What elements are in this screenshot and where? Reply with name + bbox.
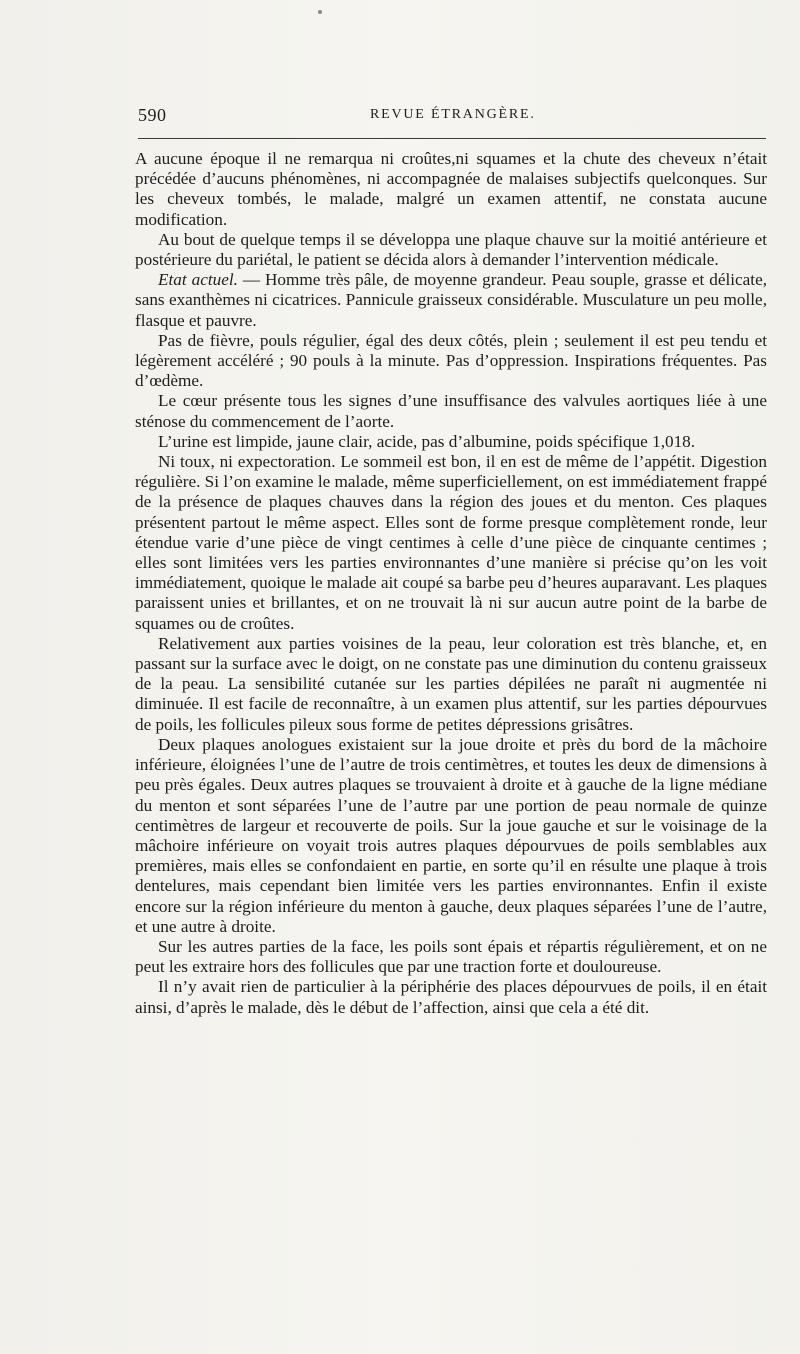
ink-speck [318, 10, 322, 14]
header-rule [138, 138, 766, 139]
paragraph: Pas de fièvre, pouls régulier, égal des deux côtés, plein ; seulement il est peu tendu et légèrement accéléré ; 90 pouls à la minute. Pas d’oppression. Inspirations fréquentes. Pas d’œdème. [135, 330, 767, 391]
running-head: REVUE ÉTRANGÈRE. [370, 107, 536, 122]
paragraph: Au bout de quelque temps il se développa une plaque chauve sur la moitié antérieure et postérieure du pariétal, le patient se décida alors à demander l’intervention médicale. [135, 229, 767, 270]
paragraph: L’urine est limpide, jaune clair, acide, pas d’albumine, poids spécifique 1,018. [158, 431, 696, 451]
paragraph [135, 270, 767, 331]
page-number: 590 [138, 105, 167, 125]
paragraph: Sur les autres parties de la face, les poils sont épais et répartis régulièrement, et on ne peut les extraire hors des follicules que par une traction forte et douloureuse. [135, 936, 767, 977]
paragraph: A aucune époque il ne remarqua ni croûtes,ni squames et la chute des cheveux n’était précédée d’aucuns phénomènes, ni accompagnée de malaises subjectifs quelconques. Sur les cheveux tombés, le malade, malgré un examen attentif, ne constata aucune modification. [135, 149, 767, 229]
paragraph: Deux plaques anologues existaient sur la joue droite et près du bord de la mâchoire inférieure, éloignées l’une de l’autre de trois centimètres, et toutes les deux de dimensions à peu près égales. Deux autres plaques se trouvaient à droite et à gauche de la ligne médiane du menton et sont séparées l’une de l’autre par une portion de peau normale de quinze centimètres de largeur et recouverte de poils. Sur la joue gauche et sur le voisinage de la mâchoire inférieure on voyait trois autres plaques dépourvues de poils semblables aux premières, mais elles se confondaient en partie, en sorte qu’il en résulte une plaque à trois dentelures, mais cependant bien limitée vers les parties environnantes. Enfin il existe encore sur la région inférieure du menton à gauche, deux plaques séparées l’une de l’autre, et une autre à droite. [135, 734, 767, 936]
section-label: Etat actuel. [158, 270, 238, 290]
page-header [138, 105, 766, 127]
body-text [135, 149, 767, 1018]
paragraph-text: — Homme très pâle, de moyenne grandeur. Peau souple, grasse et délicate, sans exanthèmes ni cicatrices. Pannicule graisseux considérable. Musculature un peu molle, flasque et pauvre. [135, 270, 768, 330]
paragraph: Ni toux, ni expectoration. Le sommeil est bon, il en est de même de l’appétit. Digestion régulière. Si l’on examine le malade, même superficiellement, on est immédiatement frappé de la présence de plaques chauves dans la région des joues et du menton. Ces plaques présentent partout le même aspect. Elles sont de forme presque complètement ronde, leur étendue varie d’une pièce de vingt centimes à celle d’une pièce de cinquante centimes ; elles sont limitées vers les parties environnantes d’une manière si précise qu’on les voit immédiatement, quoique le malade ait coupé sa barbe peu d’heures auparavant. Les plaques paraissent unies et brillantes, et on ne trouvait là ni sur aucun autre point de la barbe de squames ou de croûtes. [135, 452, 767, 633]
paragraph: Il n’y avait rien de particulier à la périphérie des places dépourvues de poils, il en était ainsi, d’après le malade, dès le début de l’affection, ainsi que cela a été dit. [135, 977, 767, 1017]
paragraph: Relativement aux parties voisines de la peau, leur coloration est très blanche, et, en passant sur la surface avec le doigt, on ne constate pas une diminution du contenu graisseux de la peau. La sensibilité cutanée sur les parties dépilées ne paraît ni augmentée ni diminuée. Il est facile de reconnaître, à un examen plus attentif, sur les parties dépourvues de poils, les follicules pileux sous forme de petites dépressions grisâtres. [135, 633, 767, 734]
paragraph: Le cœur présente tous les signes d’une insuffisance des valvules aortiques liée à une sténose du commencement de l’aorte. [135, 391, 767, 431]
